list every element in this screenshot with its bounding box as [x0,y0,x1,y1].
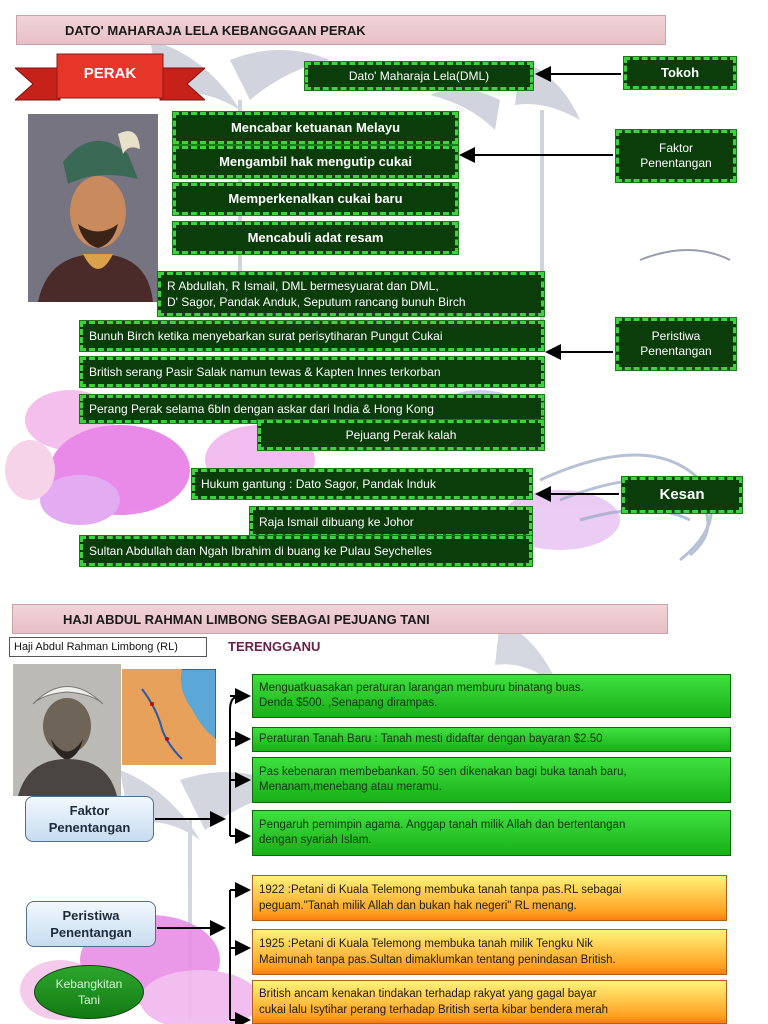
label-tokoh: Tokoh [624,57,736,89]
label-faktor-penentangan-bottom [25,796,154,842]
event-line: D' Sagor, Pandak Anduk, Seputum rancang bunuh Birch [167,295,466,309]
label-line: Peristiwa [651,329,701,343]
terengganu-map [122,669,216,765]
event-line: peguam."Tanah milik Allah dan bukan hak negeri" RL menang. [259,900,577,912]
label-peristiwa-penentangan-bottom [26,901,156,947]
label-faktor-penentangan [616,130,736,182]
label-kesan: Kesan [622,477,742,513]
faktor-box [252,810,731,856]
label-line: Penentangan [640,344,712,358]
faktor-box: Mencabuli adat resam [173,222,458,254]
faktor-box: Memperkenalkan cukai baru [173,183,458,215]
page-title-bottom [12,604,668,634]
event-box: Bunuh Birch ketika menyebarkan surat perisytiharan Pungut Cukai [80,321,544,351]
kebangkitan-tani-ellipse [34,965,144,1019]
label-line: Penentangan [50,925,132,940]
ellipse-line: Tani [77,993,100,1007]
event-line: R Abdullah, R Ismail, DML bermesyuarat dan DML, [167,279,439,293]
factor-line: Denda $500. ,Senapang dirampas. [259,697,438,709]
event-line: 1925 :Petani di Kuala Telemong membuka tanah milik Tengku Nik [259,938,593,950]
event-line: Maimunah tanpa pas.Sultan dimaklumkan tentang penindasan British. [259,954,616,966]
event-box: Pejuang Perak kalah [258,420,544,450]
event-box [252,929,727,975]
factor-line: Pengaruh pemimpin agama. Anggap tanah milik Allah dan bertentangan [259,819,626,831]
rl-portrait [13,664,121,796]
effect-box: Hukum gantung : Dato Sagor, Pandak Induk [192,469,532,499]
event-box: Perang Perak selama 6bln dengan askar dari India & Hong Kong [80,395,544,423]
state-label: TERENGGANU [228,639,321,654]
label-line: Penentangan [640,156,712,170]
label-line: Faktor [658,141,693,155]
faktor-box [252,674,731,718]
factor-line: Menanam,menebang atau meramu. [259,781,442,793]
title-text: HAJI ABDUL RAHMAN LIMBONG SEBAGAI PEJUANG TANI [63,611,430,627]
page-title-top [16,15,666,45]
perak-label: PERAK [83,64,137,82]
ellipse-line: Kebangkitan [55,977,123,991]
event-box [158,272,544,316]
event-line: 1922 :Petani di Kuala Telemong membuka tanah tanpa pas.RL sebagai [259,884,622,896]
label-line: Penentangan [48,820,131,835]
event-box [252,875,727,921]
factor-line: Menguatkuasakan peraturan larangan memburu binatang buas. [259,682,584,694]
effect-box: Sultan Abdullah dan Ngah Ibrahim di buang ke Pulau Seychelles [80,536,532,566]
name-label: Haji Abdul Rahman Limbong (RL) [9,637,207,657]
title-text: DATO' MAHARAJA LELA KEBANGGAAN PERAK [65,22,366,38]
dml-portrait [28,114,158,302]
faktor-box: Peraturan Tanah Baru : Tanah mesti didaftar dengan bayaran $2.50 [252,727,731,752]
faktor-box: Mencabar ketuanan Melayu [173,112,458,144]
factor-line: dengan syariah Islam. [259,834,372,846]
effect-box: Raja Ismail dibuang ke Johor [250,507,532,537]
faktor-box: Mengambil hak mengutip cukai [173,146,458,178]
event-box [252,980,727,1024]
event-line: British ancam kenakan tindakan terhadap rakyat yang gagal bayar [259,988,597,1000]
faktor-box [252,757,731,803]
factor-line: Pas kebenaran membebankan. 50 sen dikenakan bagi buka tanah baru, [259,766,627,778]
event-line: cukai lalu Isytihar perang terhadap British serta kibar bendera merah [259,1004,609,1016]
label-line: Faktor [69,803,110,818]
label-line: Peristiwa [62,908,120,923]
event-box: British serang Pasir Salak namun tewas & Kapten Innes terkorban [80,357,544,387]
tokoh-value: Dato' Maharaja Lela(DML) [305,62,533,90]
label-peristiwa-penentangan [616,318,736,370]
